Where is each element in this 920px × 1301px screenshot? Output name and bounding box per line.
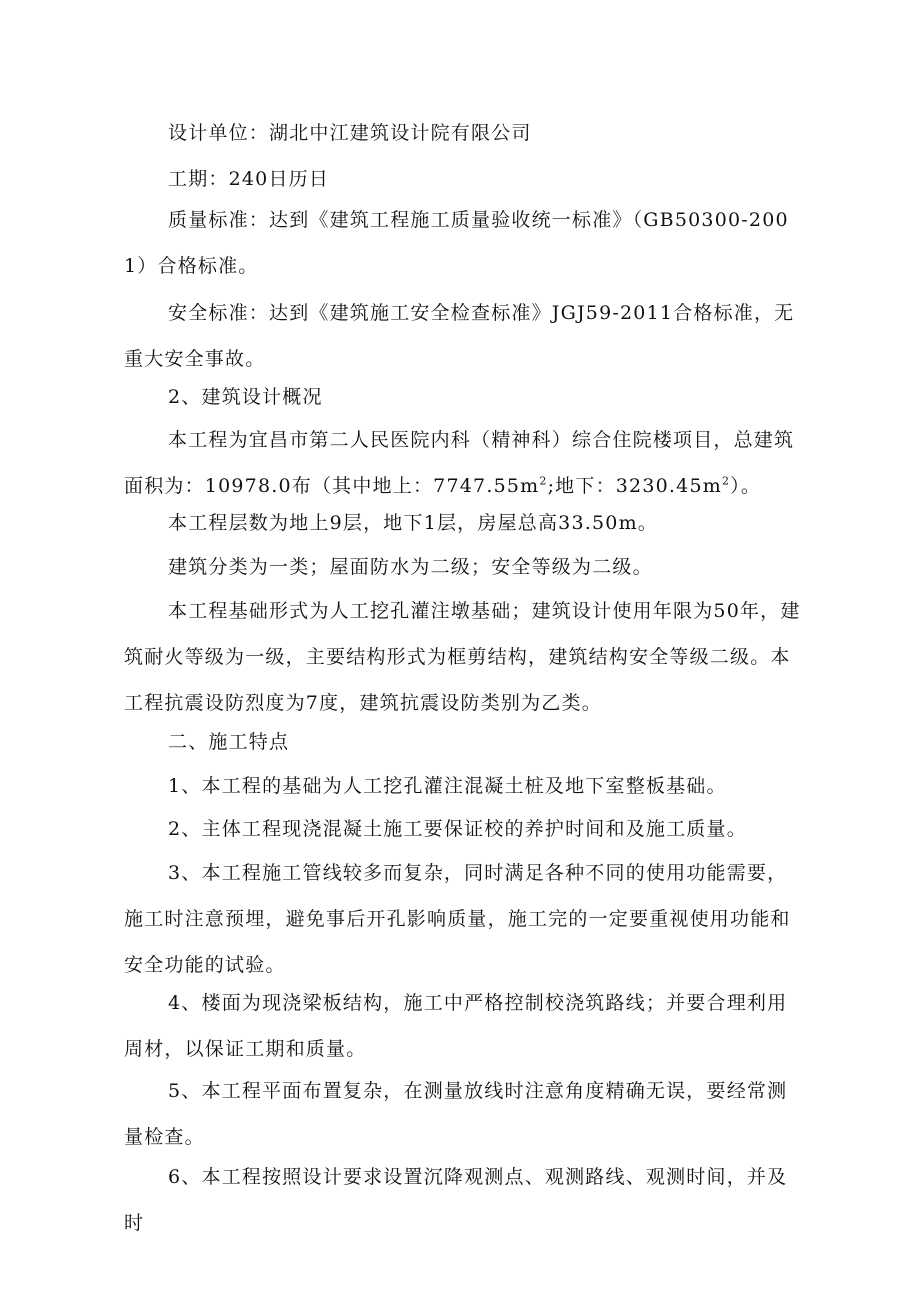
paragraph-duration: 工期：240日历日 bbox=[168, 168, 330, 190]
overview-text-part3: ）。 bbox=[730, 475, 762, 497]
paragraph-foundation: 本工程基础形式为人工挖孔灌注墩基础；建筑设计使用年限为50年，建筑耐火等级为一级，主要结构形式为框剪结构，建筑结构安全等级二级。本工程抗震设防烈度为7度，建筑抗震设防类别为乙类。 bbox=[124, 600, 801, 714]
paragraph-floors: 本工程层数为地上9层，地下1层，房屋总高33.50m。 bbox=[168, 512, 658, 534]
feature-item-3: 3、本工程施工管线较多而复杂，同时满足各种不同的使用功能需要，施工时注意预埋，避免事后开孔影响质量，施工完的一定要重视使用功能和安全功能的试验。 bbox=[124, 862, 791, 976]
paragraph-safety-standard: 安全标准：达到《建筑施工安全检查标准》JGJ59-2011合格标准，无重大安全事故。 bbox=[124, 302, 795, 370]
feature-item-4: 4、楼面为现浇梁板结构，施工中严格控制校浇筑路线；并要合理利用周材，以保证工期和质量。 bbox=[124, 992, 788, 1060]
paragraph-project-overview bbox=[124, 417, 804, 509]
overview-text-part1: 本工程为宜昌市第二人民医院内科（精神科）综合住院楼项目，总建筑面积为：10978.0布（其中地上：7747.55m bbox=[124, 429, 795, 497]
feature-item-5: 5、本工程平面布置复杂，在测量放线时注意角度精确无误，要经常测量检查。 bbox=[124, 1080, 788, 1148]
feature-item-6: 6、本工程按照设计要求设置沉降观测点、观测路线、观测时间，并及时 bbox=[124, 1166, 788, 1234]
feature-item-2: 2、主体工程现浇混凝土施工要保证校的养护时间和及施工质量。 bbox=[168, 818, 747, 840]
superscript-2: 2 bbox=[539, 474, 548, 488]
paragraph-design-unit: 设计单位：湖北中江建筑设计院有限公司 bbox=[168, 122, 532, 144]
overview-text-part2: ;地下：3230.45m bbox=[547, 475, 722, 497]
superscript-2b: 2 bbox=[721, 474, 731, 488]
feature-item-1: 1、本工程的基础为人工挖孔灌注混凝土桩及地下室整板基础。 bbox=[168, 775, 727, 797]
section-heading-construction-features: 二、施工特点 bbox=[168, 731, 290, 753]
section-heading-architecture: 2、建筑设计概况 bbox=[168, 386, 323, 408]
paragraph-classification: 建筑分类为一类；屋面防水为二级；安全等级为二级。 bbox=[168, 556, 653, 578]
paragraph-quality-standard: 质量标准：达到《建筑工程施工质量验收统一标准》（GB50300-2001）合格标准。 bbox=[124, 209, 789, 277]
